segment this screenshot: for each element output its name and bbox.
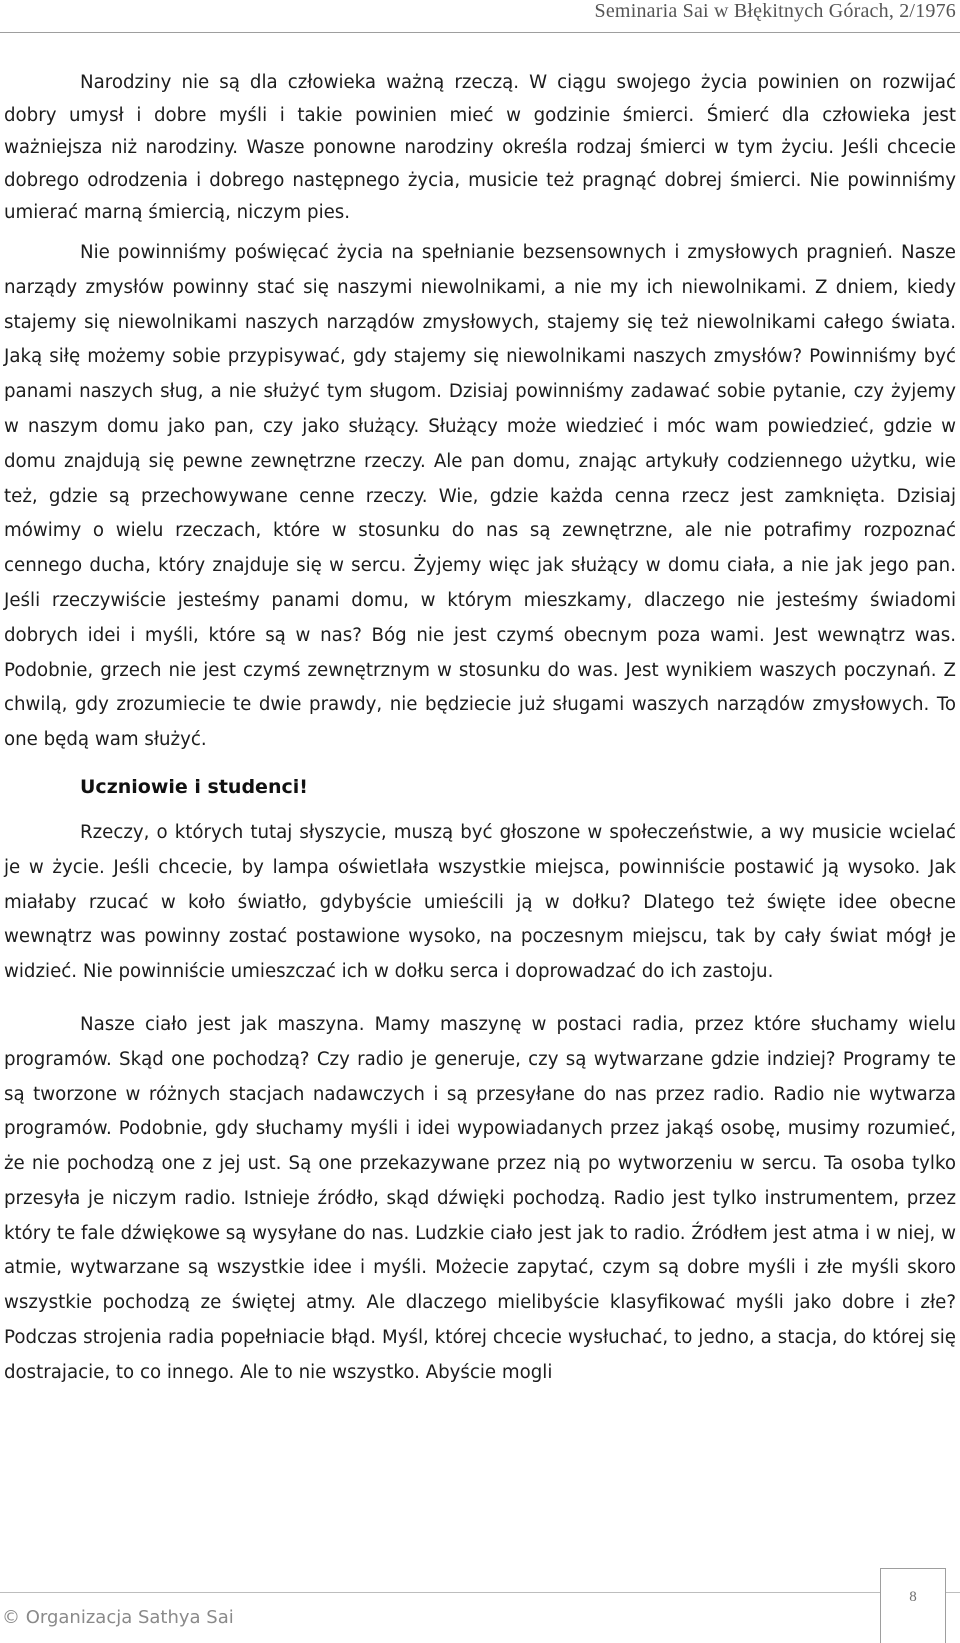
paragraph-3: Rzeczy, o których tutaj słyszycie, muszą być głoszone w społeczeństwie, a wy musicie wcielać je w życie. Jeśli chcecie, by lampa oświetlała wszystkie miejsca, powinniście postawić ją wysoko. Jak miałaby rzucać w koło światło, gdybyście umieścili ją w dołku? Dlatego też święte idee obecne wewnątrz was powinny zostać postawione wysoko, na poczesnym miejscu, tak by cały świat mógł je widzieć. Nie powinniście umieszczać ich w dołku serca i doprowadzać do ich zastoju. bbox=[4, 821, 956, 983]
paragraph-2: Nie powinniśmy poświęcać życia na spełnianie bezsensownych i zmysłowych pragnień. Nasze narządy zmysłów powinny stać się naszymi niewolnikami, a nie my ich niewolnikami. Z dniem, kiedy stajemy się niewolnikami naszych narządów zmysłowych, stajemy się też niewolnikami całego świata. Jaką siłę możemy sobie przypisywać, gdy stajemy się niewolnikami naszych zmysłów? Powinniśmy być panami naszych sług, a nie służyć tym sługom. Dzisiaj powinniśmy zadawać sobie pytanie, czy żyjemy w naszym domu jako pan, czy jako służący. Służący może wiedzieć i móc wam powiedzieć, gdzie w domu znajdują się pewne zewnętrzne rzeczy. Ale pan domu, znając artykuły codziennego użytku, wie też, gdzie są przechowywane cenne rzeczy. Wie, gdzie każda cenna rzecz jest zamknięta. Dzisiaj mówimy o wielu rzeczach, które w stosunku do nas są zewnętrzne, ale nie potrafimy rozpoznać cennego ducha, który znajduje się w sercu. Żyjemy więc jak służący w domu ciała, a nie jak jego pan. Jeśli rzeczywiście jesteśmy panami domu, w którym mieszkamy, dlaczego nie jesteśmy świadomi dobrych idei i myśli, które są w nas? Bóg nie jest czymś obecnym poza wami. Jest wewnątrz was. Podobnie, grzech nie jest czymś zewnętrznym w stosunku do was. Jest wynikiem waszych poczynań. Z chwilą, gdy zrozumiecie te dwie prawdy, nie będziecie już sługami waszych narządów zmysłowych. To one będą wam służyć. bbox=[4, 241, 956, 751]
section-heading: Uczniowie i studenci! bbox=[80, 775, 308, 798]
running-header-title: Seminaria Sai w Błękitnych Górach, 2/1976 bbox=[594, 0, 956, 22]
footer-organization: © Organizacja Sathya Sai bbox=[2, 1607, 234, 1628]
running-header bbox=[0, 0, 960, 33]
paragraph-1: Narodziny nie są dla człowieka ważną rzeczą. W ciągu swojego życia powinien on rozwijać dobry umysł i dobre myśli i takie powinien mieć w godzinie śmierci. Śmierć dla człowieka jest ważniejsza niż narodziny. Wasze ponowne narodziny określa rodzaj śmierci w tym życiu. Jeśli chcecie dobrego odrodzenia i dobrego następnego życia, musicie też pragnąć dobrej śmierci. Nie powinniśmy umierać marną śmiercią, niczym pies. bbox=[4, 72, 956, 224]
footer-divider bbox=[0, 1592, 960, 1593]
paragraph-4: Nasze ciało jest jak maszyna. Mamy maszynę w postaci radia, przez które słuchamy wielu programów. Skąd one pochodzą? Czy radio je generuje, czy są wytwarzane gdzie indziej? Programy te są tworzone w różnych stacjach nadawczych i są przesyłane do nas przez radio. Radio nie wytwarza programów. Podobnie, gdy słuchamy myśli i idei wypowiadanych przez jakąś osobę, musimy rozumieć, że nie pochodzą one z jej ust. Są one przekazywane przez nią po wytworzeniu w sercu. Ta osoba tylko przesyła je niczym radio. Istnieje źródło, skąd dźwięki pochodzą. Radio jest tylko instrumentem, przez który te fale dźwiękowe są wysyłane do nas. Ludzkie ciało jest jak to radio. Źródłem jest atma i w niej, w atmie, wytwarzane są wszystkie idee i myśli. Możecie zapytać, czym są dobre myśli i złe myśli skoro wszystkie pochodzą ze świętej atmy. Ale dlaczego mielibyście klasyfikować myśli jako dobre i złe? Podczas strojenia radia popełniacie błąd. Myśl, której chcecie wysłuchać, to jedno, a stacja, do której się dostrajacie, to co innego. Ale to nie wszystko. Abyście mogli bbox=[4, 1013, 956, 1383]
page-number-box bbox=[880, 1568, 946, 1643]
page-number: 8 bbox=[909, 1589, 917, 1605]
body-text bbox=[4, 67, 956, 1391]
